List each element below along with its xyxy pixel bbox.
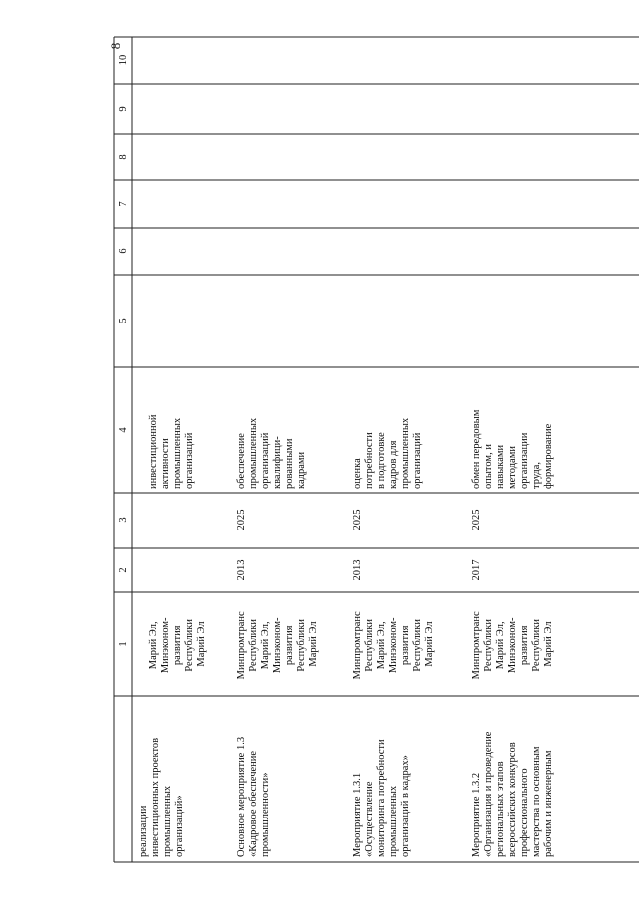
table-row <box>352 415 435 857</box>
row-col-1: Мероприятие 1.3.2 «Организация и проведение региональных этапов всероссийских конкурсов профессионального мастерства по основным рабочим и инженерным <box>471 731 554 857</box>
row-col-2: Минпромтранс Республики Марий Эл, Минэконом- развития Республики Марий Эл <box>352 611 435 680</box>
row-col-5: обмен передовым опытом, и навыками методами организации труда, формирование <box>471 409 554 489</box>
row-col-5: обеспечение промышленных организаций квалифици- рованными кадрами <box>236 417 307 489</box>
header-col-9: 9 <box>118 106 129 112</box>
header-row <box>118 55 129 647</box>
row-col-3: 2013 <box>236 559 247 581</box>
row-col-2: Минпромтранс Республики Марий Эл, Минэконом- развития Республики Марий Эл <box>471 611 554 680</box>
header-col-7: 7 <box>118 201 129 207</box>
header-col-6: 6 <box>118 248 129 254</box>
row-col-1: Мероприятие 1.3.1 «Осуществление мониторинга потребности промышленных организаций в кадрах» <box>352 739 411 857</box>
row-col-3: 2013 <box>352 559 363 581</box>
header-col-8: 8 <box>118 154 129 160</box>
row-col-2: Минпромтранс Республики Марий Эл, Минэконом- развития Республики Марий Эл <box>236 611 319 680</box>
table-row <box>471 407 554 857</box>
row-col-4: 2025 <box>352 509 363 531</box>
header-col-10: 10 <box>118 54 129 66</box>
row-col-1: реализации инвестиционных проектов промышленных организаций» <box>138 737 185 857</box>
header-col-5: 5 <box>118 318 129 324</box>
row-col-1: Основное мероприятие 1.3 «Кадровое обеспечение промышленности» <box>236 736 271 857</box>
header-col-2: 2 <box>118 567 129 573</box>
row-col-5: инвестиционной активности промышленных организаций <box>148 414 195 489</box>
page-number: 8 <box>108 42 123 50</box>
row-col-5: оценка потребности в подготовке кадров для промышленных организаций <box>352 417 423 489</box>
header-col-3: 3 <box>118 517 129 523</box>
row-col-2: Марий Эл, Минэконом- развития Республики Марий Эл <box>148 617 207 674</box>
header-col-1: 1 <box>118 641 129 647</box>
row-col-4: 2025 <box>236 509 247 531</box>
table-row <box>236 415 319 857</box>
table-row <box>138 412 207 857</box>
row-col-4: 2025 <box>471 509 482 531</box>
header-col-4: 4 <box>118 427 129 433</box>
row-col-3: 2017 <box>471 559 482 581</box>
